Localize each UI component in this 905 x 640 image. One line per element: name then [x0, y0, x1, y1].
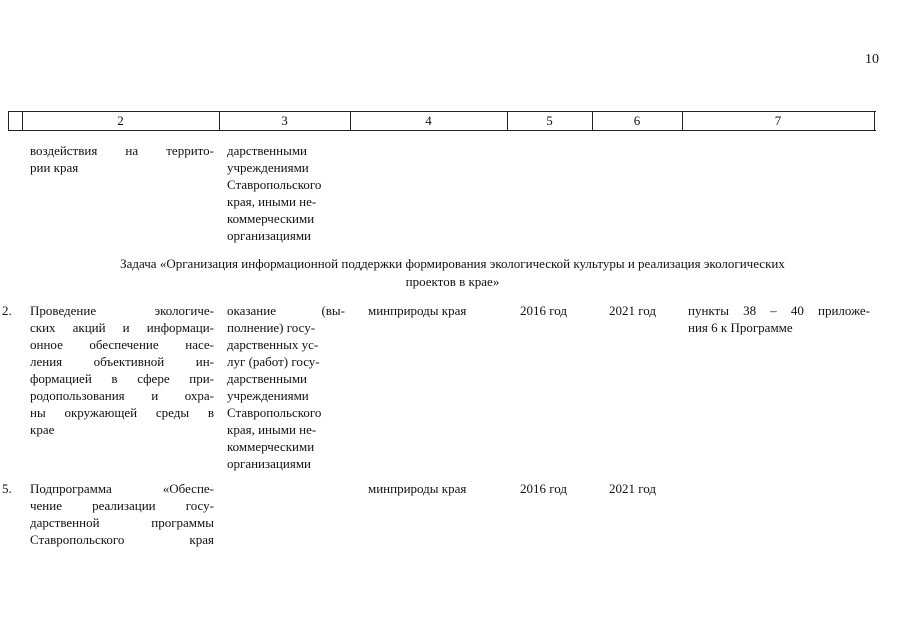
- row-executor: минприроды края: [368, 481, 467, 496]
- text-line: дарственной программы: [30, 515, 214, 530]
- header-col-4: 4: [425, 113, 432, 128]
- text-line: воздействия на террито-: [30, 143, 214, 158]
- row-executor: минприроды края: [368, 303, 467, 318]
- text-line: Ставропольского края: [30, 532, 214, 547]
- header-col-6: 6: [633, 113, 641, 128]
- text-line: учреждениями: [227, 160, 309, 175]
- text-line: ны окружающей среды в: [30, 405, 214, 420]
- task-heading: [30, 255, 875, 291]
- task-line: Задача «Организация информационной поддержки формирования экологической культуры и реализация экологических: [120, 256, 785, 271]
- header-col-3: 3: [281, 113, 288, 128]
- header-bottom-rule: [8, 130, 876, 131]
- text-line: чение реализации госу-: [30, 498, 214, 513]
- text-line: организациями: [227, 456, 311, 471]
- text-line: дарственными: [227, 371, 307, 386]
- row-measure-type: [227, 302, 345, 472]
- row-end-year: 2021 год: [609, 481, 656, 496]
- text-line: родопользования и охра-: [30, 388, 214, 403]
- text-line: края, иными не-: [227, 422, 317, 437]
- task-line: проектов в крае»: [405, 274, 500, 289]
- row-end-year: 2021 год: [609, 303, 656, 318]
- text-line: формацией в сфере при-: [30, 371, 214, 386]
- text-line: коммерческими: [227, 439, 315, 454]
- text-line: ления объективной ин-: [30, 354, 214, 369]
- continuation-col3: [227, 142, 345, 244]
- row-start-year: 2016 год: [520, 303, 567, 318]
- header-divider: [874, 111, 875, 131]
- text-line: организациями: [227, 228, 311, 243]
- text-line: ских акций и информаци-: [30, 320, 214, 335]
- page-number: 10: [865, 52, 879, 67]
- header-col-7: 7: [774, 113, 782, 128]
- row-number: 2.: [2, 303, 12, 318]
- text-line: Ставропольского: [227, 405, 322, 420]
- continuation-col2: [30, 142, 214, 176]
- row-number: 5.: [2, 481, 12, 496]
- text-line: луг (работ) госу-: [227, 354, 320, 369]
- row-activity: [30, 480, 214, 548]
- header-top-rule: [8, 111, 876, 112]
- text-line: дарственных ус-: [227, 337, 319, 352]
- text-line: Подпрограмма «Обеспе-: [30, 481, 214, 496]
- row-indicators: [688, 302, 870, 336]
- header-col-5: 5: [546, 113, 553, 128]
- header-col-2: 2: [117, 113, 124, 128]
- text-line: полнение) госу-: [227, 320, 316, 335]
- text-line: оказание (вы-: [227, 303, 345, 318]
- text-line: ния 6 к Программе: [688, 320, 793, 335]
- row-start-year: 2016 год: [520, 481, 567, 496]
- text-line: крае: [30, 422, 55, 437]
- header-divider: [8, 111, 9, 131]
- text-line: дарственными: [227, 143, 307, 158]
- row-activity: [30, 302, 214, 438]
- text-line: края, иными не-: [227, 194, 317, 209]
- text-line: Проведение экологиче-: [30, 303, 214, 318]
- text-line: учреждениями: [227, 388, 309, 403]
- text-line: Ставропольского: [227, 177, 322, 192]
- text-line: коммерческими: [227, 211, 315, 226]
- text-line: пункты 38 – 40 приложе-: [688, 303, 870, 318]
- text-line: онное обеспечение насе-: [30, 337, 214, 352]
- text-line: рии края: [30, 160, 79, 175]
